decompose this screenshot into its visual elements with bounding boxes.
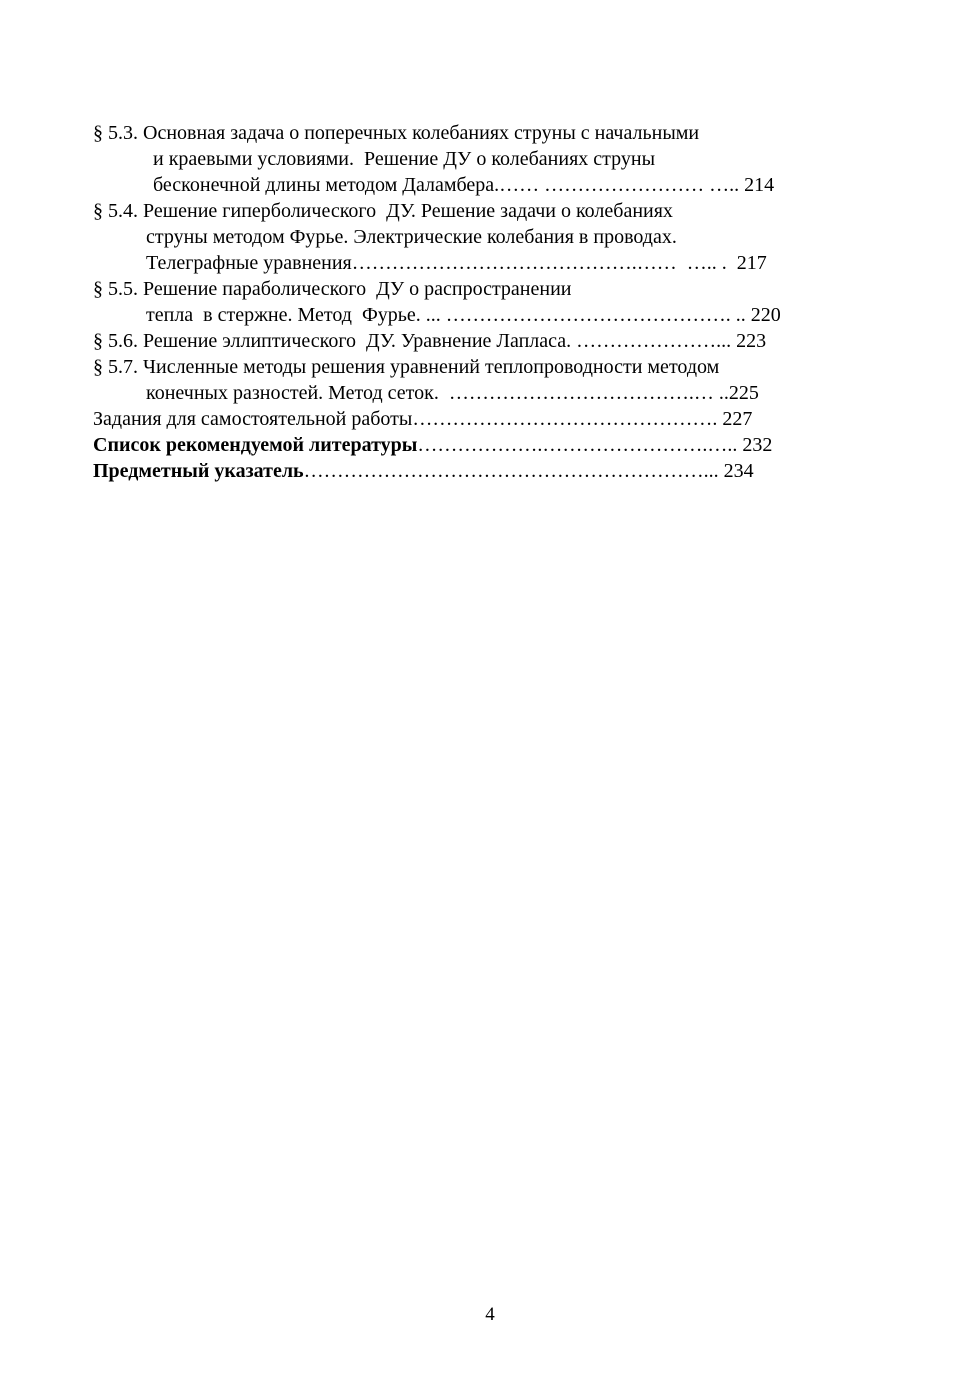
toc-entry-literature-leader: ……………….…………………….….. 232 (417, 434, 773, 456)
toc-entry-tasks (93, 406, 883, 432)
toc-entry-tasks-leader: ………………………………………. 227 (412, 408, 753, 430)
toc-entry-5-3-line-3: бесконечной длины методом Даламбера.…… …………………… ….. 214 (153, 174, 775, 196)
toc-entry-literature (93, 432, 883, 458)
toc-entry-5-4-line-3: Телеграфные уравнения…………………………………….…… ….. . 217 (146, 252, 767, 274)
toc-entry-5-3-line-2: и краевыми условиями. Решение ДУ о колебаниях струны (153, 148, 656, 170)
toc-entry-index-label: Предметный указатель (93, 460, 304, 482)
toc-entry-5-4-line-1: § 5.4. Решение гиперболического ДУ. Решение задачи о колебаниях (93, 200, 673, 222)
toc-entry-5-5-line-1: § 5.5. Решение параболического ДУ о распространении (93, 278, 572, 300)
toc-entry-tasks-label: Задания для самостоятельной работы (93, 408, 413, 430)
toc-entry-5-6-line-1: § 5.6. Решение эллиптического ДУ. Уравнение Лапласа. …………………... 223 (93, 330, 767, 352)
toc-entry-5-7-line-1: § 5.7. Численные методы решения уравнений теплопроводности методом (93, 356, 720, 378)
toc-entry-5-5-line-2: тепла в стержне. Метод Фурье. ... ……………………………………. .. 220 (146, 304, 781, 326)
toc-entry-5-3-line-1: § 5.3. Основная задача о поперечных колебаниях струны с начальными (93, 122, 700, 144)
toc-entry-index-leader: ……………………………………………………... 234 (303, 460, 754, 482)
toc-entry-5-4-line-2: струны методом Фурье. Электрические колебания в проводах. (146, 226, 677, 248)
toc-entry-literature-label: Список рекомендуемой литературы (93, 434, 418, 456)
toc-entry-5-7-line-2: конечных разностей. Метод сеток. ……………………………….… ..225 (146, 382, 759, 404)
table-of-contents (93, 120, 883, 484)
toc-entry-index (93, 458, 883, 484)
page-number: 4 (485, 1304, 495, 1325)
